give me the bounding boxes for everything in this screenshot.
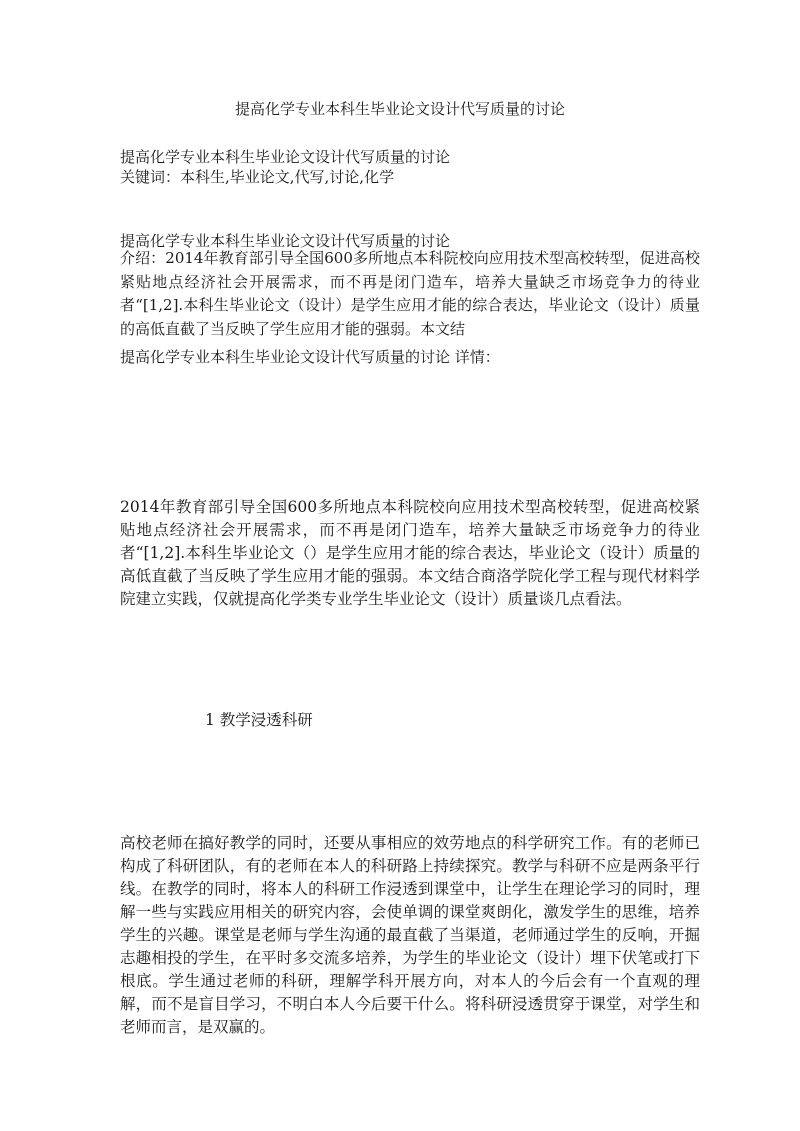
document-title: 提高化学专业本科生毕业论文设计代写质量的讨论	[234, 100, 565, 118]
body-paragraph-2: 高校老师在搞好教学的同时，还要从事相应的效劳地点的科学研究工作。有的老师已构成了科研团队，有的老师在本人的科研路上持续探究。教学与科研不应是两条平行线。在教学的同时，将本人的科研工作浸透到课堂中，让学生在理论学习的同时，理解一些与实践应用相关的研究内容，会使单调的课堂爽朗化，激发学生的思维，培养学生的兴趣。课堂是老师与学生沟通的最直截了当渠道，老师通过学生的反响，开掘志趣相投的学生，在平时多交流多培养，为学生的毕业论文（设计）埋下伏笔或打下根底。学生通过老师的科研，理解学科开展方向，对本人的今后会有一个直观的理解，而不是盲目学习，不明白本人今后要干什么。将科研浸透贯穿于课堂，对学生和老师而言，是双赢的。	[120, 834, 700, 1036]
body-paragraph-1: 2014年教育部引导全国600多所地点本科院校向应用技术型高校转型，促进高校紧贴地点经济社会开展需求，而不再是闭门造车，培养大量缺乏市场竞争力的待业者“[1,2].本科生毕业论文（）是学生应用才能的综合表达，毕业论文（设计）质量的高低直截了当反映了学生应用才能的强弱。本文结合商洛学院化学工程与现代材料学院建立实践，仅就提高化学类专业学生毕业论文（设计）质量谈几点看法。	[120, 498, 700, 608]
section-heading-1: 1 教学浸透科研	[205, 711, 313, 729]
intro-paragraph: 介绍：2014年教育部引导全国600多所地点本科院校向应用技术型高校转型，促进高校紧贴地点经济社会开展需求，而不再是闭门造车，培养大量缺乏市场竞争力的待业者“[1,2].本科生毕业论文（设计）是学生应用才能的综合表达，毕业论文（设计）质量的高低直截了当反映了学生应用才能的强弱。本文结	[120, 249, 700, 338]
details-heading: 提高化学专业本科生毕业论文设计代写质量的讨论 详情：	[120, 348, 500, 366]
intro-title: 提高化学专业本科生毕业论文设计代写质量的讨论	[120, 232, 451, 250]
header-title: 提高化学专业本科生毕业论文设计代写质量的讨论	[120, 148, 451, 166]
keywords-line: 关键词：本科生,毕业论文,代写,讨论,化学	[120, 168, 395, 186]
